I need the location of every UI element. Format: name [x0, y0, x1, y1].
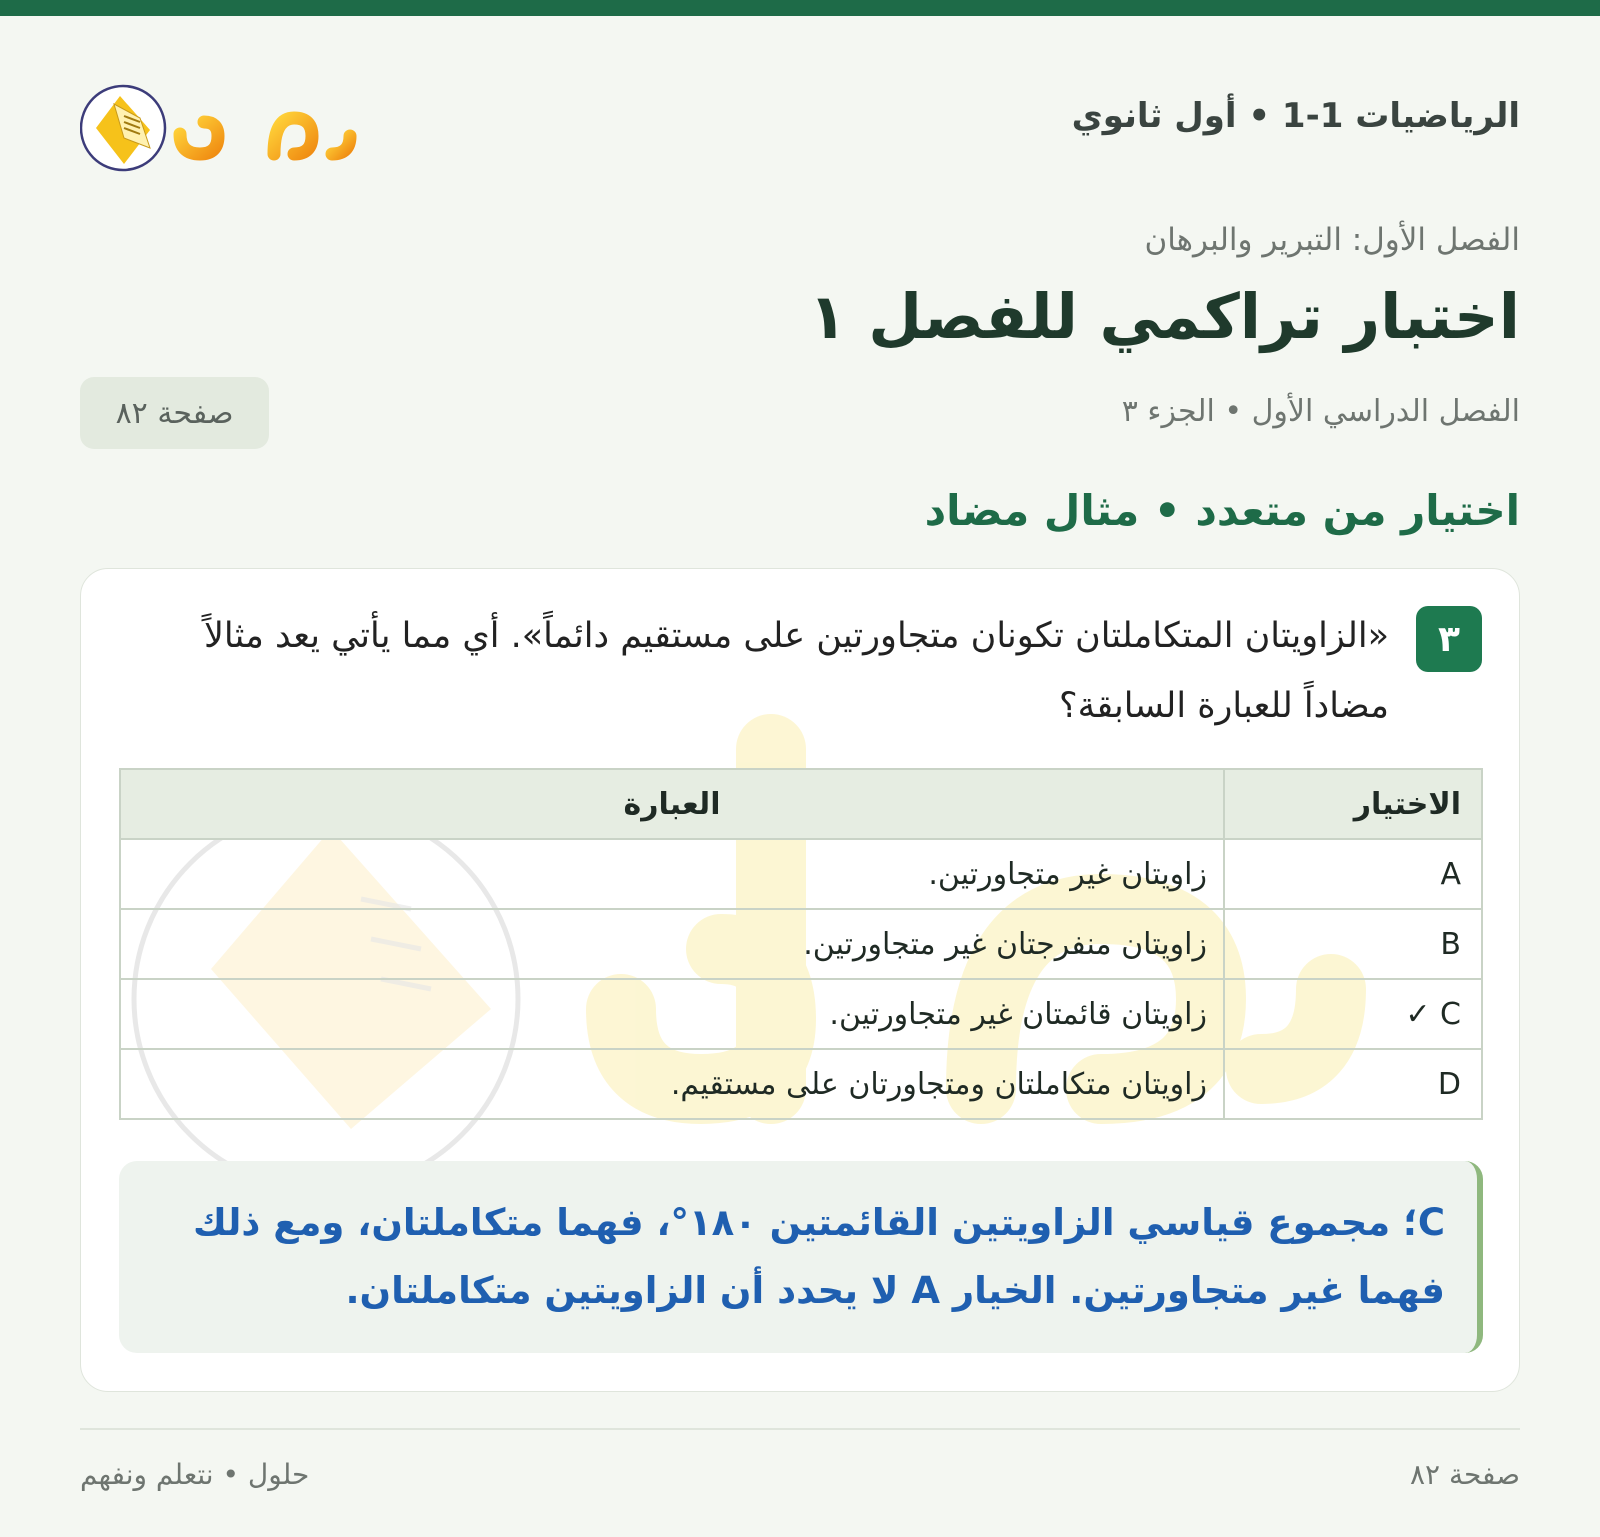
footer-page-number: صفحة ٨٢ [1409, 1458, 1520, 1491]
table-row[interactable] [120, 909, 1482, 979]
choice-statement: زاويتان متكاملتان ومتجاورتان على مستقيم. [120, 1049, 1224, 1119]
table-row[interactable] [120, 839, 1482, 909]
header-statement: العبارة [120, 769, 1224, 839]
table-row[interactable] [120, 1049, 1482, 1119]
header [80, 64, 1520, 188]
table-row-correct[interactable] [120, 979, 1482, 1049]
header-choice: الاختيار [1224, 769, 1482, 839]
chapter-label: الفصل الأول: التبرير والبرهان [1144, 222, 1520, 258]
choice-letter: B [1224, 909, 1482, 979]
logo-graphic [80, 64, 360, 188]
hulul-logo[interactable] [80, 64, 360, 188]
question-text: «الزاويتان المتكاملتان تكونان متجاورتين على مستقيم دائماً». أي مما يأتي يعد مثالاً مضاداً للعبارة السابقة؟ [203, 616, 1389, 726]
section-heading: اختيار من متعدد • مثال مضاد [924, 486, 1520, 535]
choice-letter: D [1224, 1049, 1482, 1119]
choice-letter: A [1224, 839, 1482, 909]
course-title: الرياضيات 1-1 • أول ثانوي [1071, 96, 1520, 136]
footer-brand: حلول • نتعلم ونفهم [80, 1458, 310, 1491]
question-card [80, 568, 1520, 1392]
choice-statement: زاويتان منفرجتان غير متجاورتين. [120, 909, 1224, 979]
answer-box [119, 1161, 1483, 1353]
choice-statement: زاويتان غير متجاورتين. [120, 839, 1224, 909]
options-table [119, 768, 1483, 1120]
footer-divider [80, 1428, 1520, 1430]
table-header-row [120, 769, 1482, 839]
answer-text: C؛ مجموع قياسي الزاويتين القائمتين ١٨٠°، فهما متكاملتان، ومع ذلك فهما غير متجاورتين. الخيار A لا يحدد أن الزاويتين متكاملتان. [193, 1201, 1445, 1312]
question-number-badge: ٣ [1416, 606, 1482, 672]
semester-meta: الفصل الدراسي الأول • الجزء ٣ [1121, 394, 1520, 429]
page-number-badge: صفحة ٨٢ [80, 377, 269, 449]
top-accent-bar [0, 0, 1600, 16]
page-title: اختبار تراكمي للفصل ١ [808, 280, 1520, 353]
choice-statement: زاويتان قائمتان غير متجاورتين. [120, 979, 1224, 1049]
choice-letter-correct: C ✓ [1224, 979, 1482, 1049]
